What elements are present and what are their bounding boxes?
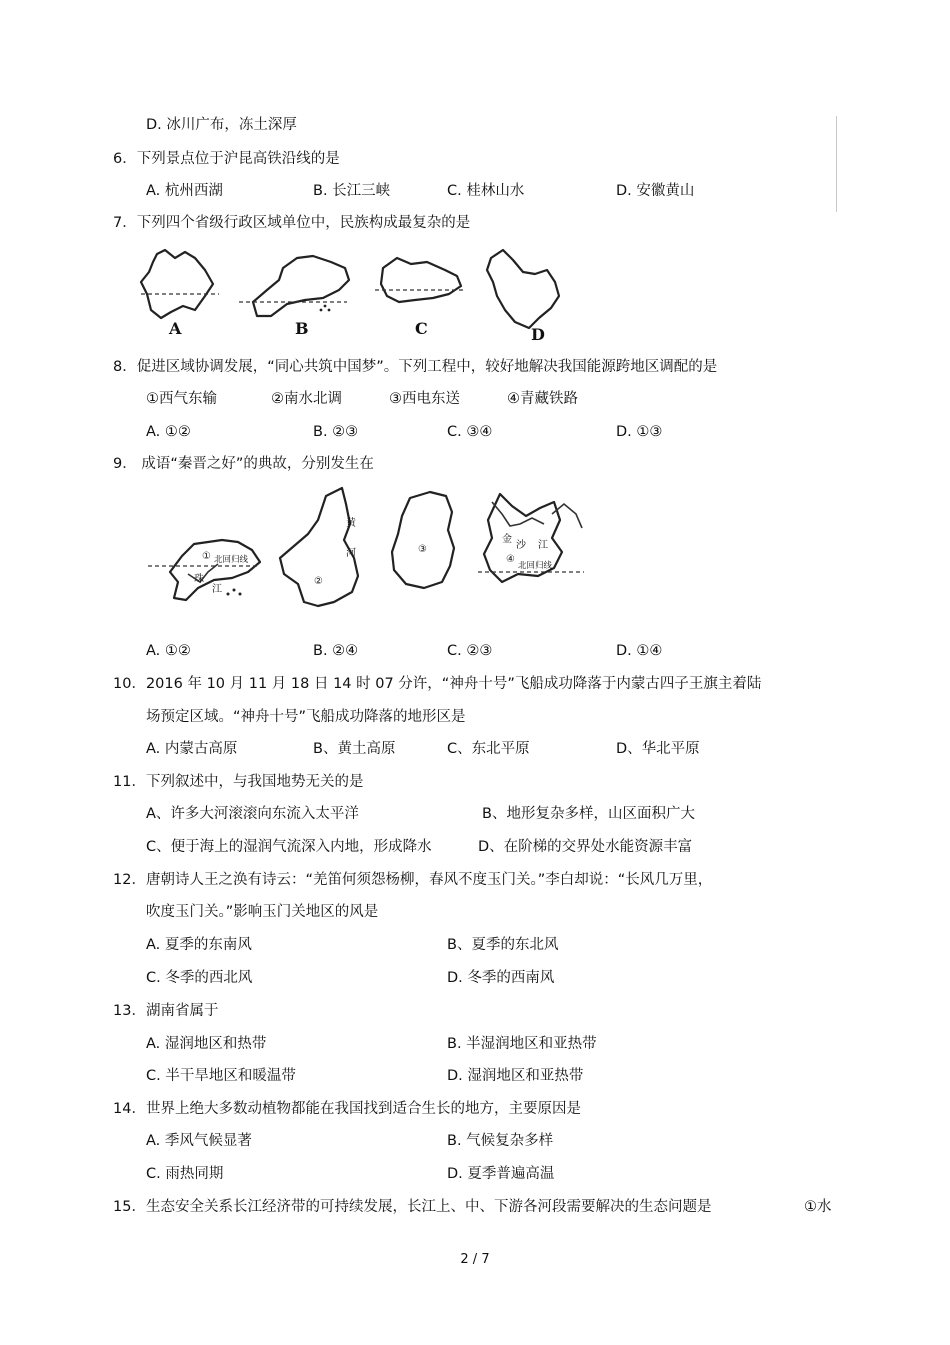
q9-map-2-outline [280,488,358,606]
q9-map-2-number: ② [314,576,323,587]
q7-map-b-outline [253,256,349,316]
q15-stem-tail: ①水 [804,1199,832,1215]
q9-option-c: C. ②③ [447,643,493,659]
q11-option-d: D、在阶梯的交界处水能资源丰富 [478,839,693,855]
q9-map-3-outline [392,492,454,588]
q13-option-b: B. 半湿润地区和亚热带 [447,1036,597,1052]
q10-option-d: D、华北平原 [616,741,700,757]
q9-option-b: B. ②④ [313,643,359,659]
q10-option-b: B、黄土高原 [313,741,396,757]
q7-stem: 7．下列四个省级行政区域单位中，民族构成最复杂的是 [113,215,471,231]
q8-item-3: ③西电东送 [389,391,460,407]
page-number: 2 / 7 [460,1252,490,1267]
q7-map-letter-b: B [295,319,309,338]
q7-map-letter-d: D [531,325,545,344]
q12-stem-line1: 12．唐朝诗人王之涣有诗云：“羌笛何须怨杨柳，春风不度玉门关。”李白却说：“长风几万里， [113,872,713,888]
q6-option-a: A. 杭州西湖 [146,183,223,199]
q14-option-d: D. 夏季普遍高温 [447,1166,555,1182]
q9-option-d: D. ①④ [616,643,663,659]
q12-option-a: A. 夏季的东南风 [146,937,252,953]
q8-item-1: ①西气东输 [146,391,217,407]
q8-stem: 8．促进区域协调发展，“同心共筑中国梦”。下列工程中，较好地解决我国能源跨地区调配的是 [113,359,718,375]
q12-option-b: B、夏季的东北风 [447,937,559,953]
q13-stem: 13．湖南省属于 [113,1003,219,1019]
q9-map-1-number: ① [202,551,211,562]
q14-option-b: B. 气候复杂多样 [447,1133,554,1149]
q10-stem-line2: 场预定区域。“神舟十号”飞船成功降落的地形区是 [146,709,466,725]
q7-map-c-outline [381,258,461,302]
q11-option-c: C、便于海上的湿润气流深入内地，形成降水 [146,839,432,855]
q9-option-a: A. ①② [146,643,191,659]
q11-option-a: A、许多大河滚滚向东流入太平洋 [146,806,359,822]
q9-map-4-number: ④ [506,554,515,565]
q9-map-2-river-2: 河 [346,548,356,559]
q13-option-c: C. 半干旱地区和暖温带 [146,1068,296,1084]
q12-option-d: D. 冬季的西南风 [447,970,555,986]
q7-map-letter-a: A [169,319,182,338]
q7-map-d-outline [487,250,559,328]
q9-map-3-number: ③ [418,544,427,555]
q13-option-d: D. 湿润地区和亚热带 [447,1068,584,1084]
q8-option-d: D. ①③ [616,424,663,440]
margin-rule [836,116,837,212]
q8-option-a: A. ①② [146,424,191,440]
q12-option-c: C. 冬季的西北风 [146,970,253,986]
q7-map-letter-c: C [415,319,428,338]
q14-option-c: C. 雨热同期 [146,1166,224,1182]
q7-province-maps [135,244,575,344]
q6-option-c: C. 桂林山水 [447,183,525,199]
q12-stem-line2: 吹度玉门关。”影响玉门关地区的风是 [146,904,379,920]
q9-map-4-river-1: 金 [502,534,512,545]
q14-stem: 14．世界上绝大多数动植物都能在我国找到适合生长的地方，主要原因是 [113,1101,581,1117]
q9-province-maps [148,484,588,614]
q9-map-1-river-1: 珠 [194,574,204,585]
q7-map-a-outline [141,250,213,318]
q14-option-a: A. 季风气候显著 [146,1133,252,1149]
q8-option-c: C. ③④ [447,424,493,440]
q11-option-b: B、地形复杂多样，山区面积广大 [482,806,695,822]
q6-option-b: B. 长江三峡 [313,183,391,199]
q8-item-2: ②南水北调 [271,391,342,407]
q9-map-4-river-3: 江 [538,540,548,551]
q10-stem-line1: 10．2016 年 10 月 11 月 18 日 14 时 07 分许，“神舟十号”飞船成功降落于内蒙古四子王旗主着陆 [113,676,762,692]
q9-map-1-river-2: 江 [212,584,222,595]
q10-option-c: C、东北平原 [447,741,530,757]
q5-option-d: D. 冰川广布，冻土深厚 [146,117,297,133]
q15-stem: 15．生态安全关系长江经济带的可持续发展，长江上、中、下游各河段需要解决的生态问题是 [113,1199,712,1215]
q6-option-d: D. 安徽黄山 [616,183,695,199]
q8-item-4: ④青藏铁路 [507,391,578,407]
q6-stem: 6．下列景点位于沪昆高铁沿线的是 [113,151,340,167]
q9-map-4-tropic-label: 北回归线 [518,561,553,571]
q9-map-4-river-2: 沙 [516,540,526,551]
q9-stem: 9． 成语“秦晋之好”的典故，分别发生在 [113,456,374,472]
q13-option-a: A. 湿润地区和热带 [146,1036,267,1052]
q8-option-b: B. ②③ [313,424,359,440]
q9-map-1-tropic-label: 北回归线 [214,555,249,565]
q11-stem: 11．下列叙述中，与我国地势无关的是 [113,774,364,790]
q9-map-2-river-1: 黄 [346,518,356,529]
q10-option-a: A. 内蒙古高原 [146,741,238,757]
